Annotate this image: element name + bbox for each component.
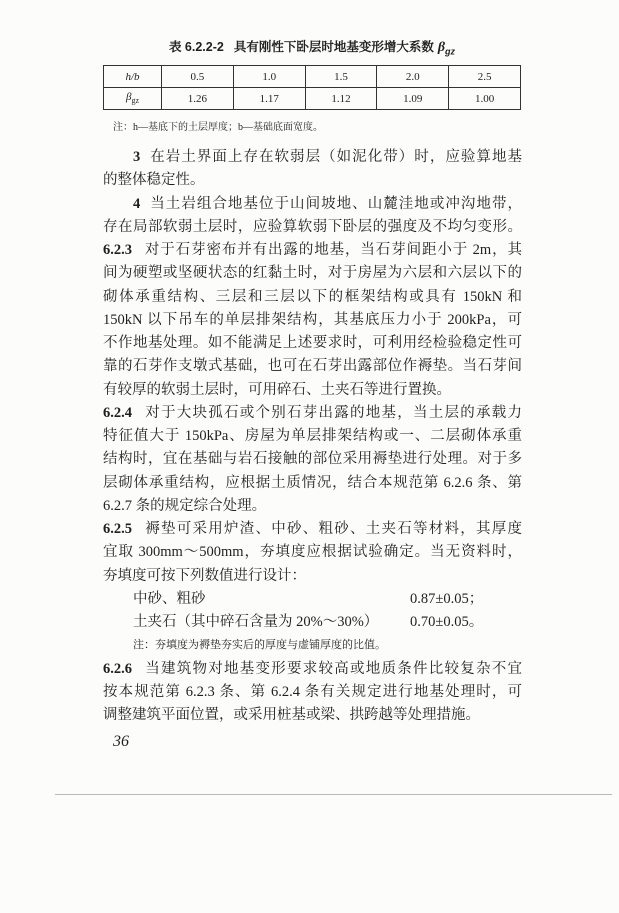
text-line: 宜取 300mm～500mm，夯填度应根据试验确定。当无资料时， — [103, 544, 522, 561]
fill-ratio-row — [103, 611, 522, 634]
text-line: 层砌体承重结构，应根据土质情况，结合本规范第 6.2.6 条、第 — [103, 474, 522, 491]
table-cell: 0.5 — [162, 66, 234, 88]
text-line: 间为硬塑或坚硬状态的红黏土时，对于房屋为六层和六层以下的 — [103, 265, 522, 282]
item-number: 4 — [133, 195, 141, 212]
clause-6-2-4 — [103, 402, 522, 518]
table-cell: 1.5 — [305, 66, 377, 88]
text-line: 靠的石芽作支墩式基础，也可在石芽出露部位作褥垫。当石芽间 — [103, 358, 522, 375]
clause-number: 6.2.3 — [103, 242, 132, 258]
text-line: 按本规范第 6.2.3 条、第 6.2.4 条有关规定进行地基处理时，可 — [103, 683, 522, 700]
table-title-text: 具有刚性下卧层时地基变形增大系数 — [233, 40, 434, 54]
fill-ratio-row — [103, 588, 522, 611]
page-number: 36 — [113, 733, 129, 750]
table-cell: 1.12 — [305, 88, 377, 110]
body-text — [103, 146, 522, 727]
text-line: 结构时，宜在基础与岩石接触的部位采用褥垫进行处理。对于多 — [103, 451, 522, 468]
table-cell: 1.00 — [449, 88, 521, 110]
text-line — [103, 402, 522, 425]
line-text: 当土岩组合地基位于山间坡地、山麓洼地或冲沟地带， — [149, 195, 522, 212]
clause-6-2-6 — [103, 658, 522, 728]
text-line: 特征值大于 150kPa、房屋为单层排架结构或一、二层砌体承重 — [103, 428, 522, 444]
text-line: 6.2.7 条的规定综合处理。 — [103, 497, 267, 514]
coefficient-table — [103, 65, 521, 110]
coefficient-subscript: gz — [131, 96, 140, 106]
fill-ratio-material: 中砂、粗砂 — [133, 590, 206, 607]
table-cell: 1.09 — [377, 88, 449, 110]
line-text: 褥垫可采用炉渣、中砂、粗砂、土夹石等材料，其厚度 — [144, 521, 522, 537]
table-cell: 2.0 — [377, 66, 449, 88]
text-line: 夯填度可按下列数值进行设计： — [103, 567, 306, 584]
text-line: 有较厚的软弱土层时，可用碎石、土夹石等进行置换。 — [103, 381, 451, 398]
item-4 — [103, 193, 522, 240]
text-line: 砌体承重结构、三层和三层以下的框架结构或具有 150kN 和 — [103, 288, 522, 305]
clause-6-2-5 — [103, 518, 522, 658]
fill-ratio-value: 0.87±0.05； — [410, 590, 484, 607]
text-line — [103, 239, 522, 262]
table-number: 表 6.2.2-2 — [168, 40, 224, 54]
table-title — [103, 38, 521, 61]
text-line: 150kN 以下吊车的单层排架结构，其基底压力小于 200kPa，可 — [103, 311, 522, 328]
table-cell: 1.0 — [233, 66, 305, 88]
text-line — [103, 518, 522, 541]
coefficient-symbol: β — [125, 91, 132, 104]
coefficient-label-cell — [104, 88, 162, 110]
item-number: 3 — [133, 149, 141, 165]
scan-edge-line — [55, 794, 612, 795]
title-symbol-subscript: gz — [445, 46, 456, 57]
title-symbol: β — [437, 40, 446, 55]
text-line: 不作地基处理。如不能满足上述要求时，可利用经检验稳定性可 — [103, 335, 522, 351]
line-text: 对于石芽密布并有出露的地基，当石芽间距小于 2m，其 — [144, 242, 522, 258]
text-line: 调整建筑平面位置，或采用桩基或梁、拱跨越等处理措施。 — [103, 707, 480, 723]
text-line — [103, 658, 522, 681]
fill-ratio-value: 0.70±0.05。 — [410, 614, 484, 630]
clause-number: 6.2.4 — [103, 404, 132, 421]
table-row-coefficient — [104, 88, 521, 110]
text-line: 的整体稳定性。 — [103, 172, 205, 189]
table-row-ratio — [104, 66, 521, 88]
line-text: 当建筑物对地基变形要求较高或地质条件比较复杂不宜 — [144, 660, 522, 677]
table-cell: 1.17 — [233, 88, 305, 110]
item-3 — [103, 146, 522, 193]
clause-6-2-3 — [103, 239, 522, 402]
text-line: 存在局部软弱土层时，应验算软弱下卧层的强度及不均匀变形。 — [103, 218, 522, 235]
clause-number: 6.2.6 — [103, 660, 132, 677]
fill-ratio-note: 注：夯填度为褥垫夯实后的厚度与虚铺厚度的比值。 — [133, 639, 386, 652]
ratio-label-cell: h/b — [104, 66, 162, 88]
text-line — [103, 146, 522, 169]
fill-ratio-material: 土夹石（其中碎石含量为 20%～30%） — [133, 614, 379, 630]
table-note: 注：h—基底下的土层厚度；b—基础底面宽度。 — [113, 122, 323, 133]
line-text: 在岩土界面上存在软弱层（如泥化带）时，应验算地基 — [149, 149, 522, 165]
table-cell: 1.26 — [162, 88, 234, 110]
table-cell: 2.5 — [449, 66, 521, 88]
clause-number: 6.2.5 — [103, 521, 132, 537]
line-text: 对于大块孤石或个别石芽出露的地基，当土层的承载力 — [144, 404, 522, 421]
text-line — [103, 193, 522, 216]
